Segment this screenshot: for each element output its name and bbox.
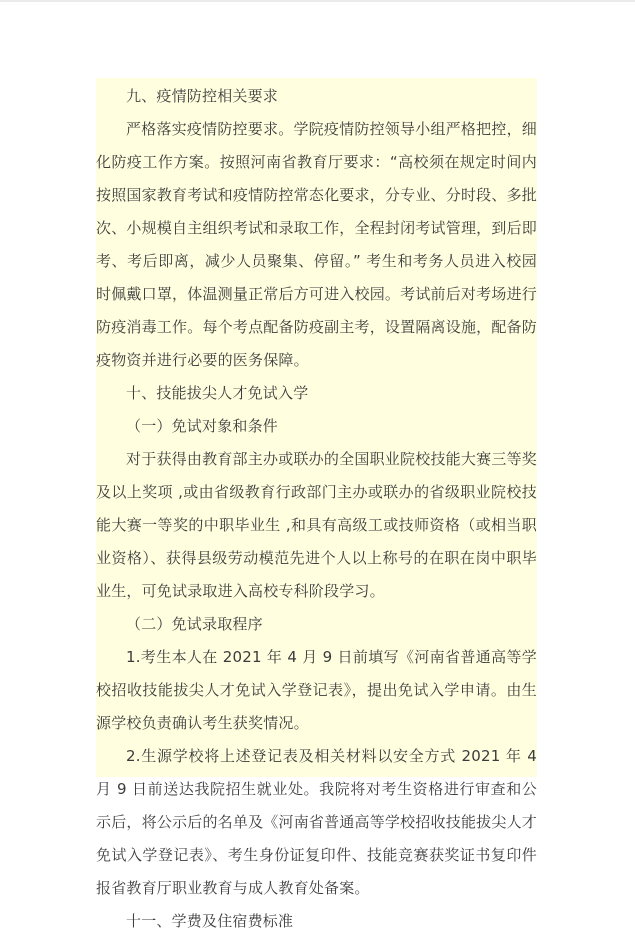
section-heading-10: 十、技能拔尖人才免试入学 — [126, 384, 309, 402]
subheading-exempt-conditions: （一）免试对象和条件 — [126, 417, 279, 435]
paragraph-procedure-step-1: 1.考生本人在 2021 年 4 月 9 日前填写《河南省普通高等学校招收技能拔尖人才免试入学登记表》，提出免试入学申请。由生源学校负责确认考生获奖情况。 — [96, 648, 537, 732]
page-top-edge — [0, 0, 635, 2]
paragraph-procedure-step-2: 2.生源学校将上述登记表及相关材料以安全方式 2021 年 4 月 9 日前送达我院招生就业处。我院将对考生资格进行审查和公示后，将公示后的名单及《河南省普通高等学校招收技能拔尖人才免试入学登记表》、考生身份证复印件、技能竞赛获奖证书复印件报省教育厅职业教育与成人教育处备案。 — [96, 747, 537, 897]
section-heading-11: 十一、学费及住宿费标准 — [126, 912, 294, 930]
section-heading-9: 九、疫情防控相关要求 — [126, 87, 279, 105]
document-paper — [96, 78, 537, 930]
subheading-exempt-procedure: （二）免试录取程序 — [126, 615, 263, 633]
paragraph-epidemic-rules: 严格落实疫情防控要求。学院疫情防控领导小组严格把控，细化防疫工作方案。按照河南省教育厅要求：“高校须在规定时间内按照国家教育考试和疫情防控常态化要求，分专业、分时段、多批次、小规模自主组织考试和录取工作，全程封闭考试管理，到后即考、考后即离，减少人员聚集、停留。” 考生和考务人员进入校园时佩戴口罩，体温测量正常后方可进入校园。考试前后对考场进行防疫消毒工作。每个考点配备防疫副主考，设置隔离设施，配备防疫物资并进行必要的医务保障。 — [96, 120, 537, 369]
paragraph-exempt-conditions: 对于获得由教育部主办或联办的全国职业院校技能大赛三等奖及以上奖项 ,或由省级教育行政部门主办或联办的省级职业院校技能大赛一等奖的中职毕业生 ,和具有高级工或技师资格（或相当职业资格）、获得县级劳动模范先进个人以上称号的在职在岗中职毕业生，可免试录取进入高校专科阶段学习。 — [96, 450, 537, 600]
